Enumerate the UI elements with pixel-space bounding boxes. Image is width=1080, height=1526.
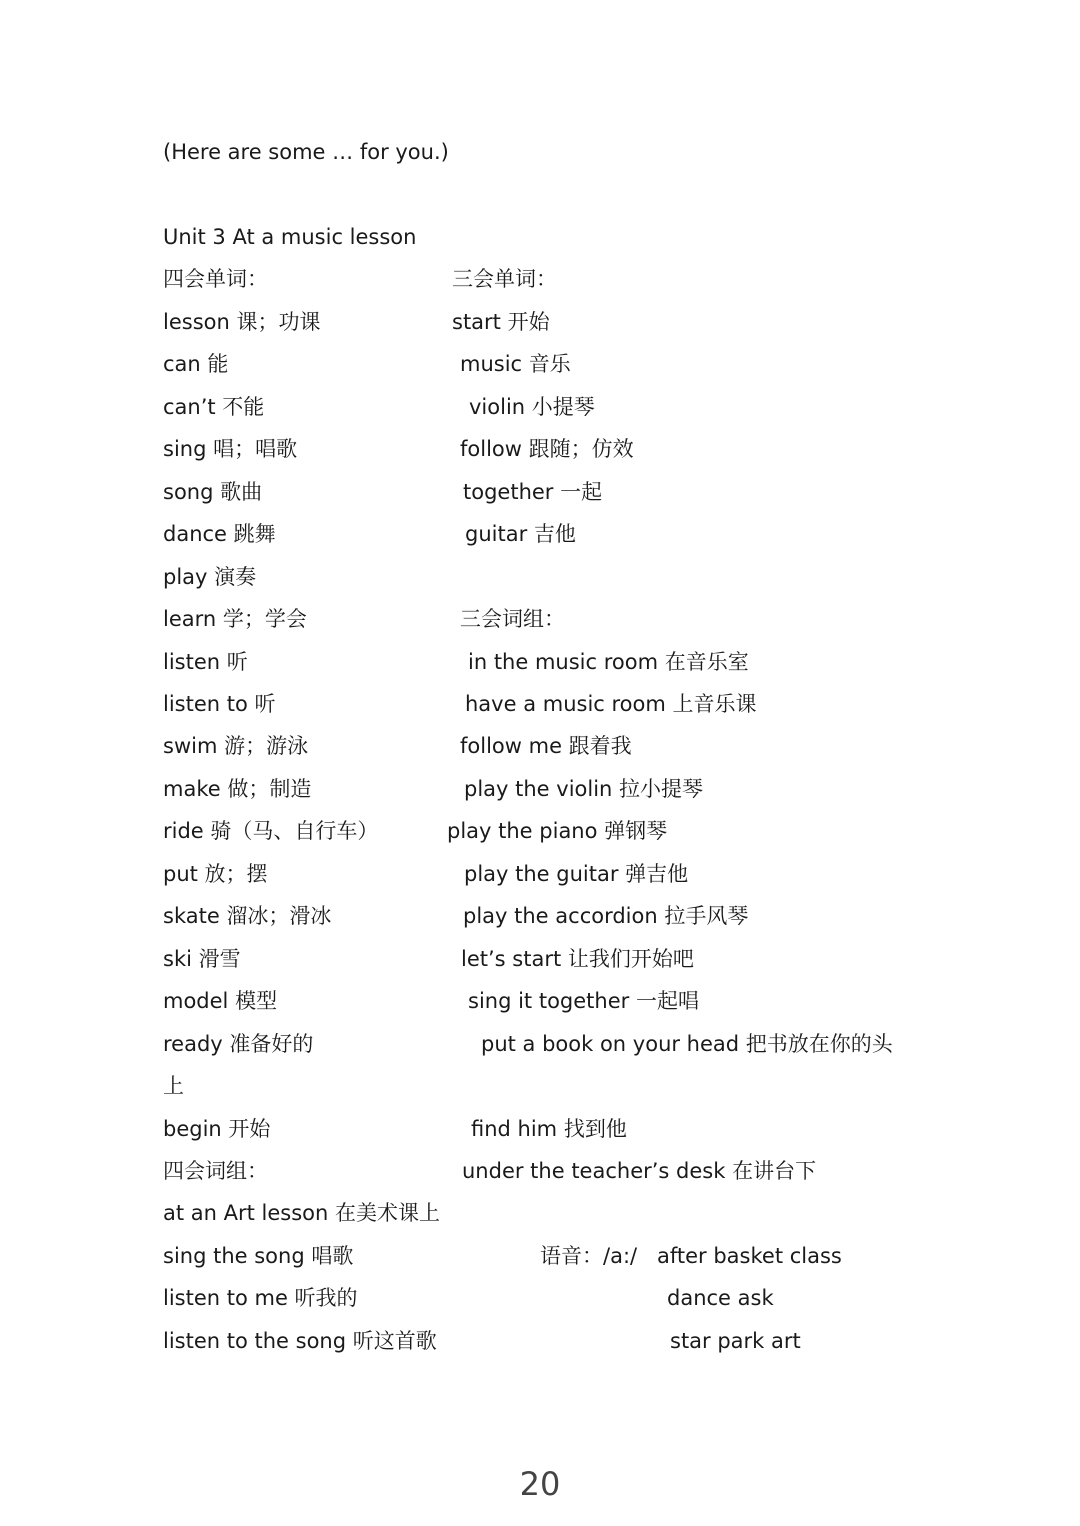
left-word-item: song 歌曲: [163, 480, 263, 504]
left-word-item: model 模型: [163, 989, 278, 1013]
right-phrase-item: let’s start 让我们开始吧: [461, 947, 694, 971]
right-phrase-item: in the music room 在音乐室: [468, 650, 749, 674]
right-phrase-item: find him 找到他: [471, 1117, 627, 1141]
left-phrase-item: sing the song 唱歌: [163, 1244, 354, 1268]
right-word-item: together 一起: [463, 480, 603, 504]
left-word-item: learn 学；学会: [163, 607, 307, 631]
left-word-item: can’t 不能: [163, 395, 265, 419]
left-word-item: listen to 听: [163, 692, 276, 716]
right-word-item: follow 跟随；仿效: [460, 437, 634, 461]
page-number: 20: [519, 1465, 561, 1503]
right-word-item: start 开始: [452, 310, 550, 334]
phonics-label: 语音：/a:/: [540, 1244, 638, 1268]
intro-line: (Here are some … for you.): [163, 140, 449, 164]
right-phrase-item: under the teacher’s desk 在讲台下: [462, 1159, 817, 1183]
left-word-item: put 放；摆: [163, 862, 268, 886]
right-phrase-item: put a book on your head 把书放在你的头: [481, 1032, 893, 1056]
right-phrases-heading: 三会词组：: [460, 607, 565, 631]
left-word-item: dance 跳舞: [163, 522, 276, 546]
unit-title: Unit 3 At a music lesson: [163, 225, 417, 249]
left-word-item: ride 骑（马、自行车）: [163, 819, 379, 843]
right-phrase-item: sing it together 一起唱: [468, 989, 699, 1013]
phonics-row: after basket class: [657, 1244, 842, 1268]
left-word-item: ready 准备好的: [163, 1032, 314, 1056]
left-word-item: play 演奏: [163, 565, 257, 589]
left-phrases-heading: 四会词组：: [163, 1159, 268, 1183]
left-word-item: can 能: [163, 352, 229, 376]
left-phrase-item: listen to the song 听这首歌: [163, 1329, 437, 1353]
left-word-item: make 做；制造: [163, 777, 312, 801]
right-phrase-item: play the guitar 弹吉他: [464, 862, 689, 886]
left-phrase-item: listen to me 听我的: [163, 1286, 358, 1310]
left-word-item: swim 游；游泳: [163, 734, 309, 758]
right-word-item: violin 小提琴: [469, 395, 595, 419]
left-word-item: lesson 课；功课: [163, 310, 321, 334]
right-phrase-item: play the accordion 拉手风琴: [463, 904, 749, 928]
right-words-heading: 三会单词：: [452, 267, 557, 291]
left-word-item: skate 溜冰；滑冰: [163, 904, 332, 928]
left-word-item: sing 唱；唱歌: [163, 437, 298, 461]
right-phrase-item: have a music room 上音乐课: [465, 692, 757, 716]
left-word-item: begin 开始: [163, 1117, 271, 1141]
right-word-item: music 音乐: [460, 352, 571, 376]
left-word-item: ski 滑雪: [163, 947, 241, 971]
left-phrase-item: at an Art lesson 在美术课上: [163, 1201, 441, 1225]
left-words-heading: 四会单词：: [163, 267, 268, 291]
right-phrase-item: play the violin 拉小提琴: [464, 777, 704, 801]
left-word-item: listen 听: [163, 650, 248, 674]
left-word-item: 上: [163, 1074, 184, 1098]
right-word-item: guitar 吉他: [465, 522, 576, 546]
right-phrase-item: follow me 跟着我: [460, 734, 632, 758]
right-phrase-item: play the piano 弹钢琴: [447, 819, 668, 843]
phonics-row: dance ask: [667, 1286, 774, 1310]
phonics-row: star park art: [670, 1329, 801, 1353]
